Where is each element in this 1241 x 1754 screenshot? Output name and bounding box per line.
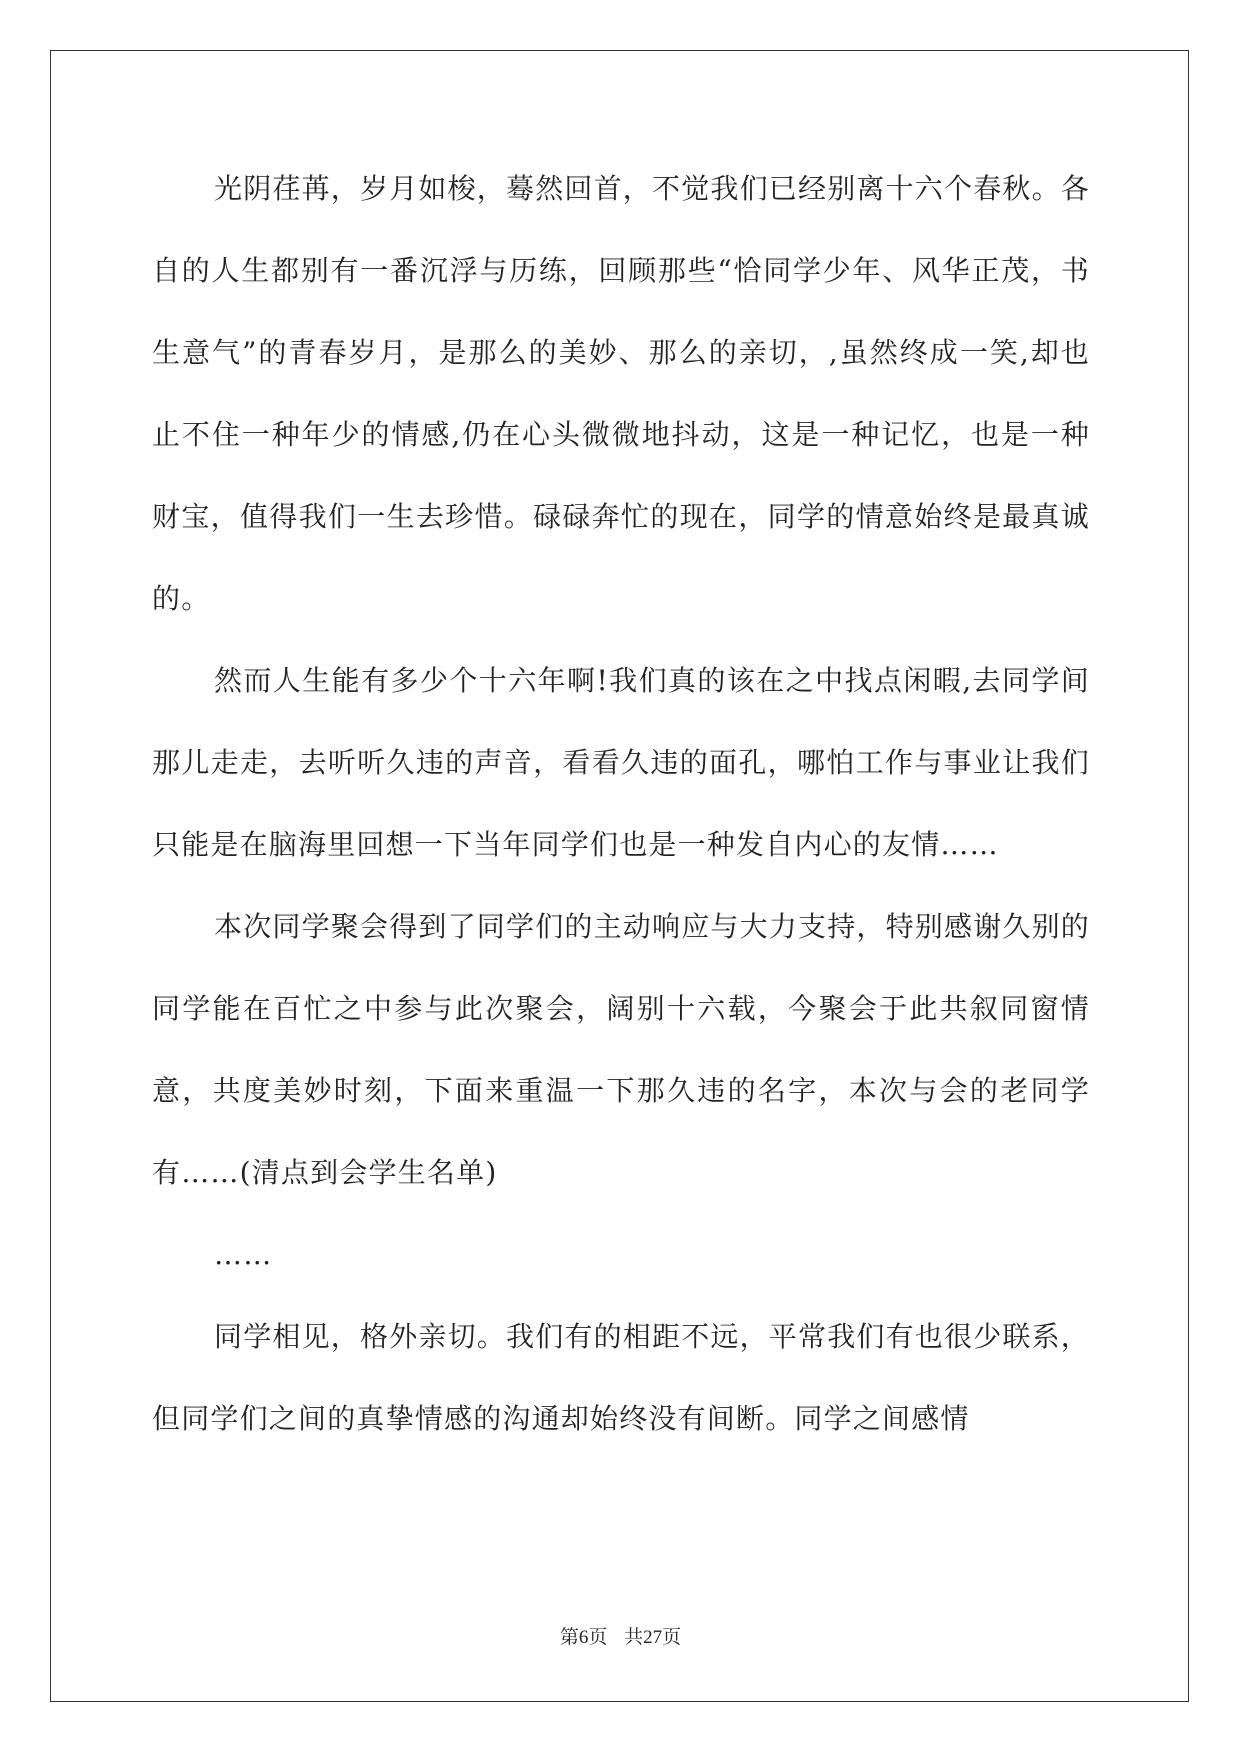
paragraph-1: 光阴荏苒，岁月如梭，蓦然回首，不觉我们已经别离十六个春秋。各自的人生都别有一番沉浮与历练，回顾那些“恰同学少年、风华正茂，书生意气”的青春岁月，是那么的美妙、那么的亲切，,虽然终成一笑,却也止不住一种年少的情感,仍在心头微微地抖动，这是一种记忆，也是一种财宝，值得我们一生去珍惜。碌碌奔忙的现在，同学的情意始终是最真诚的。: [152, 172, 1091, 615]
paragraph-5: 同学相见，格外亲切。我们有的相距不远，平常我们有也很少联系，但同学们之间的真挚情感的沟通却始终没有间断。同学之间感情: [152, 1320, 1091, 1435]
page-total: 共27页: [624, 1627, 682, 1648]
page-footer: [0, 1622, 1241, 1649]
page-number: 第6页: [559, 1627, 608, 1648]
paragraph-4: ……: [214, 1238, 273, 1271]
paragraph-3: 本次同学聚会得到了同学们的主动响应与大力支持，特别感谢久别的同学能在百忙之中参与此次聚会，阔别十六载，今聚会于此共叙同窗情意，共度美妙时刻，下面来重温一下那久违的名字，本次与会的老同学有……(清点到会学生名单): [152, 910, 1091, 1189]
document-body: [152, 148, 1090, 1460]
paragraph-2: 然而人生能有多少个十六年啊!我们真的该在之中找点闲暇,去同学间那儿走走，去听听久违的声音，看看久违的面孔，哪怕工作与事业让我们只能是在脑海里回想一下当年同学们也是一种发自内心的友情……: [152, 664, 1090, 861]
